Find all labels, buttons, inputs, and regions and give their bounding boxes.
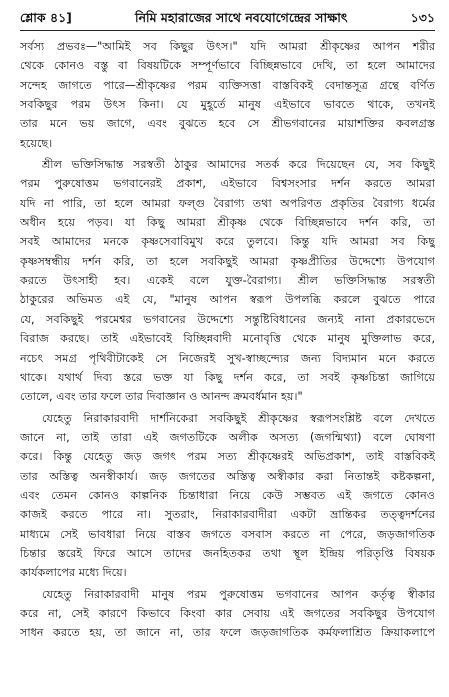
text-line: কার্যকলাপের মধ্যে দিয়ে। <box>20 566 127 580</box>
text-line: সবই আমাদের মনকে কৃষ্ণসেবাবিমুখ করে তুলবে। কিন্তু যদি আমরা সব কিছু <box>20 235 435 249</box>
text-line: সন্দেহ জাগতে পারে—শ্রীকৃষ্ণের পরম ব্যক্তিসত্তা বাস্তবিকই বেদান্তসূত্র গ্রন্থে বর্ণিত <box>20 78 435 92</box>
text-line: করে না, সেই কারণে কিভাবে কিংবা কার সেবায় এই জগতের সবকিছুর উপযোগ <box>20 606 435 620</box>
text-line: বিরাজ করছে। তাই এইভাবেই বিচ্ছিন্নবাদী মনোবৃত্তি থেকে মানুষ মুক্তিলাভ করে, <box>20 332 435 346</box>
text-line: এবং তেমন কোনও কাল্পনিক চিন্তাধারা নিয়ে কেউ সম্ভবত এই জগতে কোনও <box>20 488 435 502</box>
text-line: থাকে। যথার্থ দিব্য স্তরে ভক্ত যা কিছু দর্শন করে, তা সবই কৃষ্ণচিন্তা জাগিয়ে <box>20 370 435 384</box>
running-header <box>20 8 435 28</box>
text-line: সর্বস্য প্রভবঃ—"আমিই সব কিছুর উৎস।" যদি আমরা শ্রীকৃষ্ণের আপন শরীর <box>20 40 435 53</box>
text-line: চিন্তার স্তরেই ফিরে আসে তাদের জনহিতকর তথা স্থূল ইন্দ্রিয় পরিতৃপ্তি বিষয়ক <box>20 546 435 560</box>
chapter-title: নিমি মহারাজের সাথে নবযোগেন্দ্রের সাক্ষাৎ <box>135 10 348 25</box>
body-text <box>20 37 435 643</box>
paragraph <box>20 585 435 643</box>
text-line: থেকে কোনও বস্তু বা বিষয়টিকে সম্পূর্ণভাবে বিচ্ছিন্নভাবে দেখি, তা হলে আমাদের <box>20 59 435 73</box>
text-line: কৃষ্ণসম্বন্ধীয় দর্শন করি, তা হলে সবকিছুই আমরা কৃষ্ণপ্রীতির উদ্দেশ্যে উপযোগ <box>20 254 435 268</box>
text-line: যেহেতু নিরাকারবাদী দার্শনিকেরা সবকিছুই শ্রীকৃষ্ণের স্বরূপসংশ্লিষ্ট বলে দেখতে <box>42 411 435 425</box>
paragraph <box>20 37 435 153</box>
text-line: অধীন হয়ে পড়ব। যা কিছু আমরা শ্রীকৃষ্ণ থেকে বিচ্ছিন্নভাবে দর্শন করি, তা <box>20 216 435 230</box>
text-line: যেহেতু নিরাকারবাদী মানুষ পরম পুরুষোত্তম ভগবানের আপন কর্তৃত্ব স্বীকার <box>42 587 435 601</box>
text-line: জানে না, তাই তারা এই জগতটিকে অলীক অসত্য (জগন্মিথ্যা) বলে ঘোষণা <box>20 430 435 444</box>
text-line: তার অস্তিত্ব অনস্বীকার্য। জড় জগতের অস্তিত্ব অস্বীকার করা নিতান্তই কষ্টকল্পনা, <box>20 469 435 483</box>
paragraph <box>20 155 435 406</box>
verse-reference: শ্লোক ৪১] <box>20 10 72 25</box>
paragraph <box>20 409 435 583</box>
text-line: সাধন করতে হয়, তা জানে না, তার ফলে জড়জাগতিক কর্মফলাশ্রিত ক্রিয়াকলাপে <box>20 626 435 640</box>
text-line: তোলে, এবং তার ফলে তার দিবাজ্ঞান ও আনন্দ ক্রমবর্ধমান হয়।" <box>20 390 303 404</box>
text-line: কাজই করতে পারে না। সুতরাং, নিরাকারবাদীরা একটা ভ্রান্তিকর তত্ত্বদর্শনের <box>20 508 435 522</box>
header-rule <box>20 30 435 31</box>
page-number: ১৩১ <box>410 10 435 25</box>
text-line: যদি না পারি, তা হলে আমরা ফল্গু বৈরাগ্য তথা অপরিণত প্রকৃতির বৈরাগ্য ধর্মের <box>20 196 435 210</box>
text-line: নচেৎ সমগ্র পৃথিবীটাকেই সে নিজেরই সুখ-স্বাচ্ছন্দ্যের জন্য বিদ্যমান মনে করতে <box>20 351 435 365</box>
text-line: সবকিছুর পরম উৎস কিনা। যে মুহূর্তে মানুষ এইভাবে ভাবতে থাকে, তখনই <box>20 98 435 112</box>
text-line: যে, সবকিছুই পরমেশ্বর ভগবানের উদ্দেশ্যে সন্তুষ্টিবিধানের জন্যই নানা প্রকারভেদে <box>20 312 435 326</box>
text-line: ঠাকুরের অভিমত এই যে, "মানুষ আপন স্বরূপ উপলব্ধি করলে বুঝতে পারে <box>20 293 435 307</box>
text-line: তার মনে ভয় জাগে, এবং বুঝতে হবে সে শ্রীভগবানের মায়াশক্তির কবলগ্রস্ত <box>20 117 435 131</box>
text-line: করতে উৎসাহী হব। একেই বলে যুক্ত-বৈরাগ্য। শ্রীল ভক্তিসিদ্ধান্ত সরস্বতী <box>20 274 435 288</box>
text-line: করে। কিন্তু যেহেতু জড় জগৎ পরম সত্য শ্রীকৃষ্ণেরই অভিপ্রকাশ, তাই বাস্তবিকই <box>20 450 435 464</box>
text-line: পরম পুরুষোত্তম ভগবানেরই প্রকাশ, এইভাবে বিশ্বসংসার দর্শন করতে আমরা <box>20 177 435 191</box>
text-line: মাধ্যমে সেই ভাবধারা নিয়ে বাস্তব জগতে বসবাস করতে না পেরে, জড়জাগতিক <box>20 527 435 541</box>
text-line: শ্রীল ভক্তিসিদ্ধান্ত সরস্বতী ঠাকুর আমাদের সতর্ক করে দিয়েছেন যে, সব কিছুই <box>42 158 435 172</box>
text-line: হয়েছে। <box>20 136 53 150</box>
